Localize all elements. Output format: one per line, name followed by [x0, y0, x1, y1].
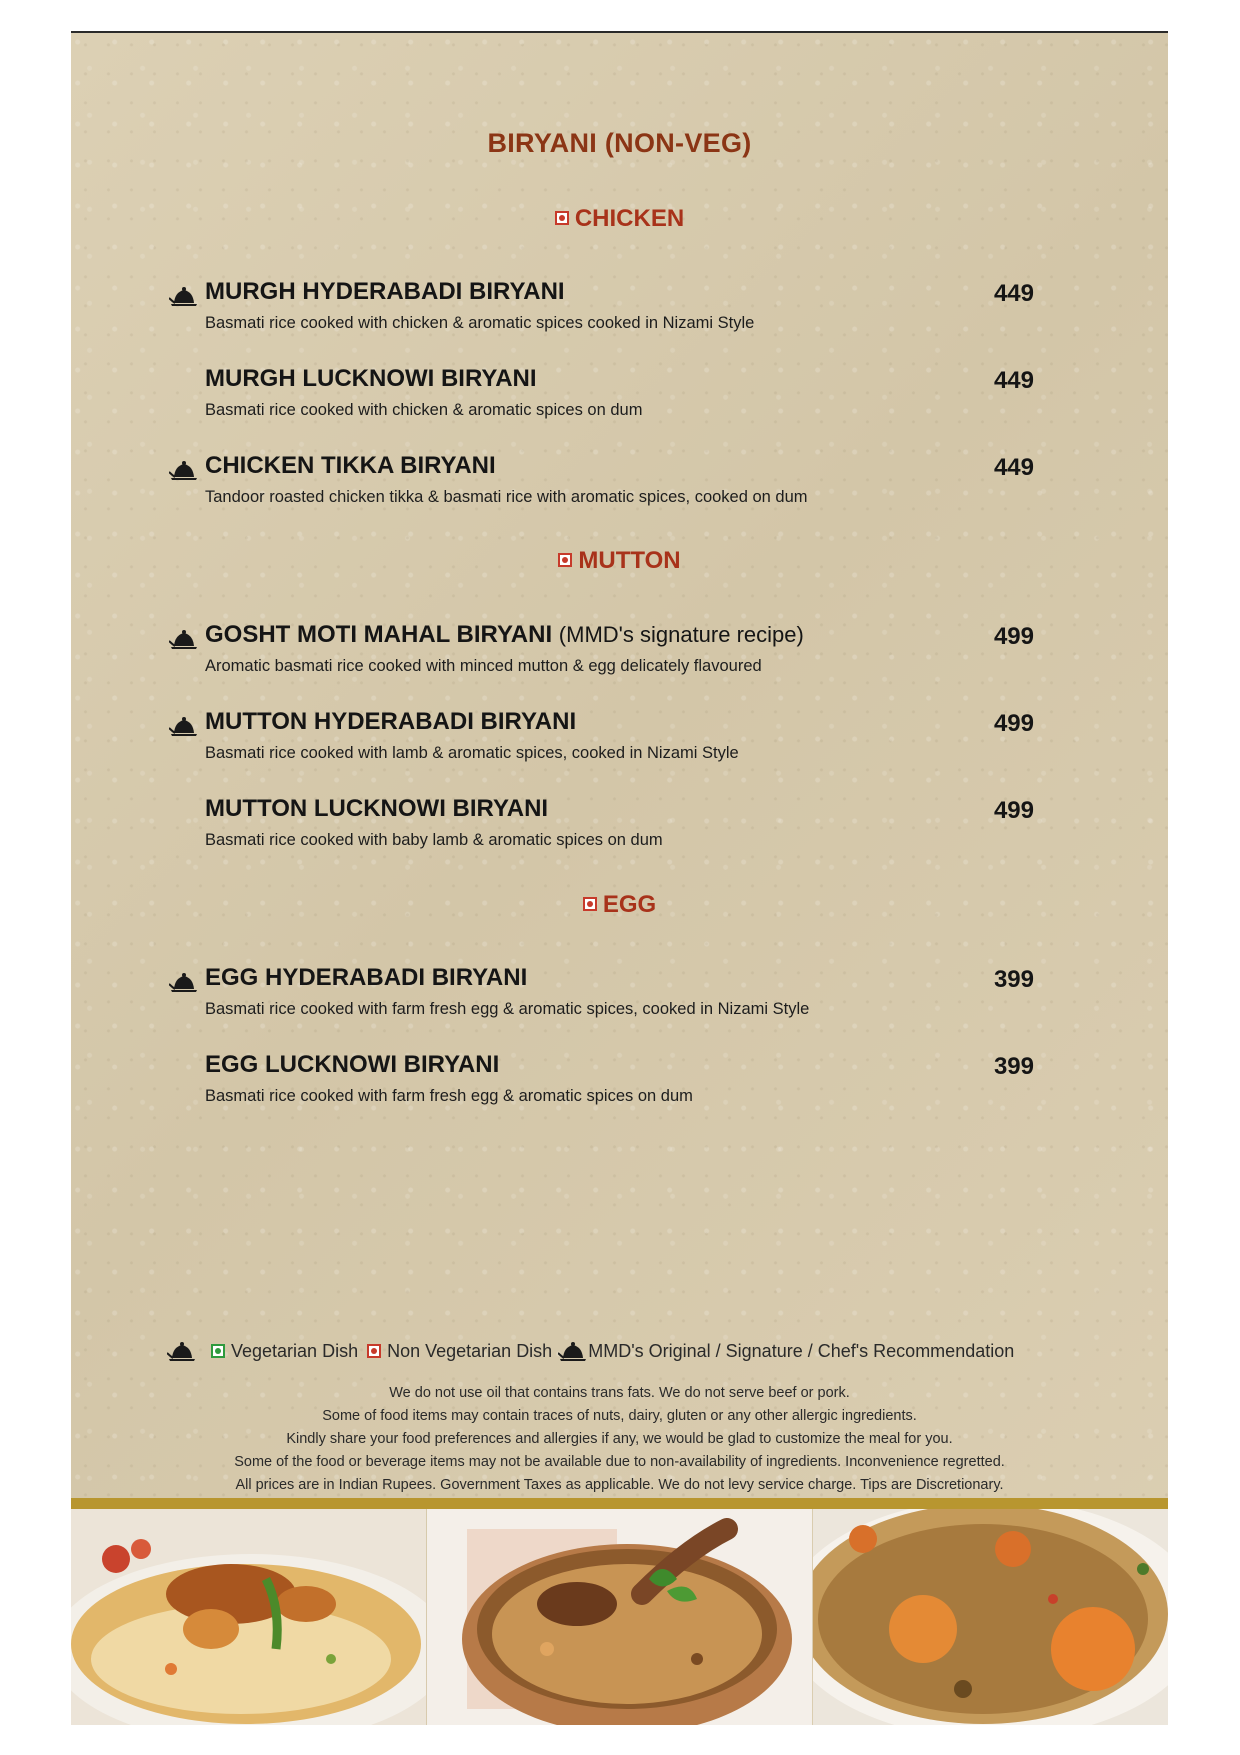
- item-price: 399: [993, 966, 1034, 993]
- item-description: Basmati rice cooked with chicken & aromatic spices on dum: [205, 401, 643, 419]
- item-price: 449: [993, 454, 1034, 481]
- nonveg-square-icon: [555, 211, 569, 225]
- item-price: 399: [993, 1053, 1034, 1080]
- item-name: MURGH HYDERABADI BIRYANI: [205, 278, 565, 305]
- section-heading-egg: EGG: [71, 891, 1168, 919]
- biryani-photo-egg: [813, 1509, 1168, 1725]
- menu-item: [71, 1051, 1168, 1121]
- note-line: Kindly share your food preferences and allergies if any, we would be glad to customize the meal for you.: [286, 1431, 953, 1447]
- chef-cloche-icon: [169, 284, 199, 308]
- item-price: 499: [993, 710, 1034, 737]
- item-name: MUTTON LUCKNOWI BIRYANI: [205, 795, 549, 822]
- section-heading-mutton: MUTTON: [71, 547, 1168, 575]
- menu-item: [71, 365, 1168, 435]
- legend: [167, 1338, 1014, 1364]
- legend-veg-label: Vegetarian Dish: [231, 1340, 359, 1361]
- item-description: Tandoor roasted chicken tikka & basmati rice with aromatic spices, cooked on dum: [205, 488, 808, 506]
- item-name: MUTTON HYDERABADI BIRYANI: [205, 708, 577, 735]
- legend-nonveg-label: Non Vegetarian Dish: [387, 1340, 553, 1361]
- item-description: Basmati rice cooked with farm fresh egg & aromatic spices, cooked in Nizami Style: [205, 1000, 810, 1018]
- menu-title: BIRYANI (NON-VEG): [487, 128, 752, 158]
- item-price: 499: [993, 623, 1034, 650]
- menu-item: [71, 708, 1168, 778]
- biryani-photo-chicken: [71, 1509, 426, 1725]
- item-price: 499: [993, 797, 1034, 824]
- menu-page: [71, 31, 1168, 1725]
- menu-item: [71, 278, 1168, 348]
- chef-cloche-icon: [167, 1339, 197, 1363]
- chef-cloche-icon: [558, 1339, 588, 1363]
- item-name: GOSHT MOTI MAHAL BIRYANI (MMD's signature recipe): [205, 621, 804, 648]
- note-line: We do not use oil that contains trans fats. We do not serve beef or pork.: [389, 1385, 850, 1401]
- item-name: CHICKEN TIKKA BIRYANI: [205, 452, 496, 479]
- chef-cloche-icon: [169, 458, 199, 482]
- note-line: Some of food items may contain traces of nuts, dairy, gluten or any other allergic ingredients.: [322, 1408, 917, 1424]
- chef-cloche-icon: [169, 627, 199, 651]
- item-description: Basmati rice cooked with chicken & aromatic spices cooked in Nizami Style: [205, 314, 755, 332]
- menu-item: [71, 452, 1168, 522]
- section-heading-chicken: CHICKEN: [71, 205, 1168, 233]
- nonveg-square-icon: [558, 553, 572, 567]
- item-description: Aromatic basmati rice cooked with minced mutton & egg delicately flavoured: [205, 657, 762, 675]
- menu-item: [71, 795, 1168, 865]
- note-line: Some of the food or beverage items may not be available due to non-availability of ingredients. Inconvenience regretted.: [234, 1454, 1005, 1470]
- chef-cloche-icon: [169, 714, 199, 738]
- menu-item: [71, 621, 1168, 691]
- disclaimer-notes: [71, 1382, 1168, 1497]
- nonveg-square-icon: [367, 1344, 381, 1358]
- veg-square-icon: [211, 1344, 225, 1358]
- gold-divider: [71, 1498, 1168, 1509]
- nonveg-square-icon: [583, 897, 597, 911]
- biryani-photo-mutton: [427, 1509, 812, 1725]
- item-description: Basmati rice cooked with lamb & aromatic spices, cooked in Nizami Style: [205, 744, 739, 762]
- item-name: EGG HYDERABADI BIRYANI: [205, 964, 528, 991]
- item-price: 449: [993, 367, 1034, 394]
- chef-cloche-icon: [169, 970, 199, 994]
- legend-signature-label: MMD's Original / Signature / Chef's Recommendation: [588, 1340, 1015, 1361]
- item-description: Basmati rice cooked with baby lamb & aromatic spices on dum: [205, 831, 663, 849]
- item-name: MURGH LUCKNOWI BIRYANI: [205, 365, 537, 392]
- menu-item: [71, 964, 1168, 1034]
- note-line: All prices are in Indian Rupees. Government Taxes as applicable. We do not levy service charge. Tips are Discretionary.: [235, 1477, 1004, 1493]
- item-note: (MMD's signature recipe): [558, 622, 804, 647]
- item-description: Basmati rice cooked with farm fresh egg & aromatic spices on dum: [205, 1087, 693, 1105]
- item-name: EGG LUCKNOWI BIRYANI: [205, 1051, 500, 1078]
- item-price: 449: [993, 280, 1034, 307]
